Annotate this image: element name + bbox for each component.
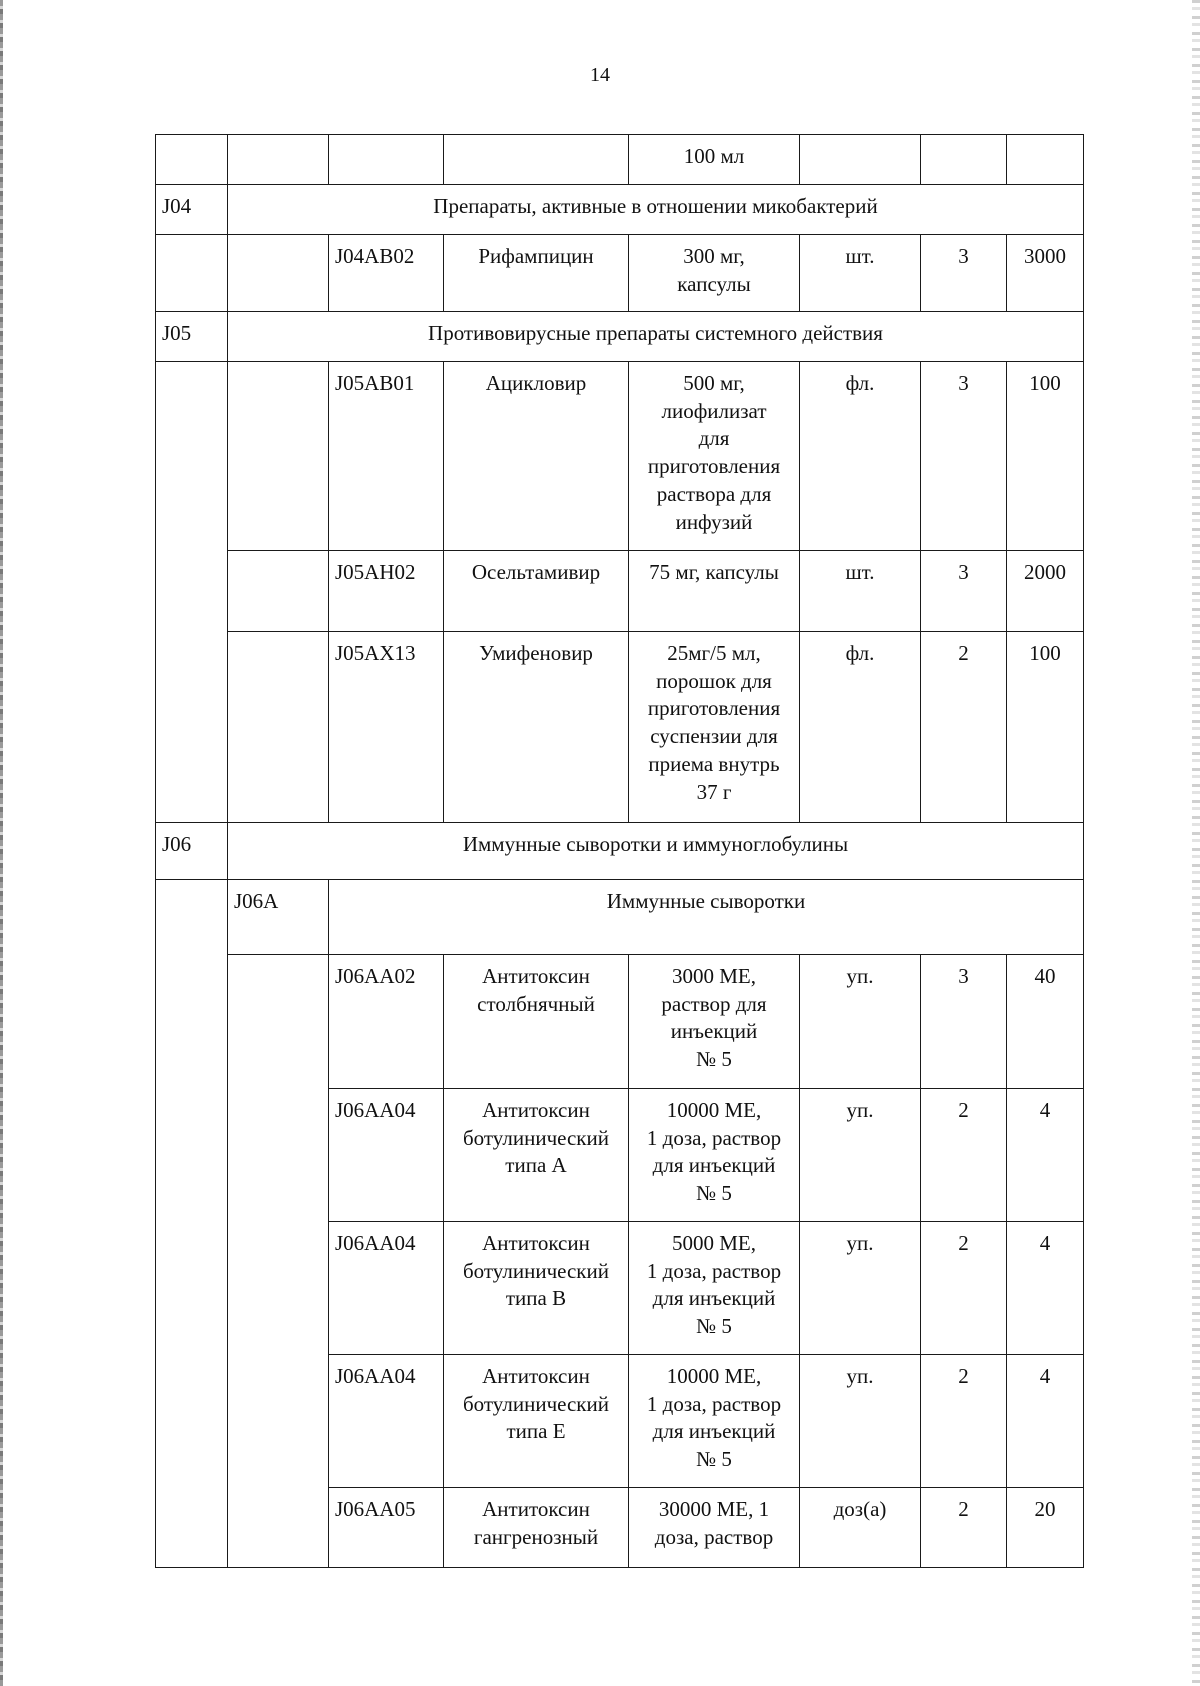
dosage-form: 75 мг, капсулы <box>629 551 800 632</box>
atc-code: J05AH02 <box>329 551 444 632</box>
table-cell <box>444 135 629 185</box>
quantity: 2 <box>921 1488 1007 1568</box>
group-row <box>156 823 1084 880</box>
atc-code: J04AB02 <box>329 235 444 312</box>
continued-row <box>156 135 1084 185</box>
quantity: 2 <box>921 1089 1007 1222</box>
drug-name: Антитоксин ботулинический типа А <box>444 1089 629 1222</box>
group-title: Иммунные сыворотки и иммуноглобулины <box>228 823 1084 880</box>
scan-edge-right <box>1192 0 1200 1686</box>
dosage-form: 30000 МЕ, 1 доза, раствор <box>629 1488 800 1568</box>
unit: доз(а) <box>800 1488 921 1568</box>
dosage-form: 10000 МЕ, 1 доза, раствор для инъекций № 5 <box>629 1355 800 1488</box>
unit: шт. <box>800 551 921 632</box>
table-cell <box>329 135 444 185</box>
subgroup-title: Иммунные сыворотки <box>329 880 1084 955</box>
table-cell <box>156 135 228 185</box>
table-cell <box>156 880 228 1568</box>
atc-code: J06AA04 <box>329 1355 444 1488</box>
dosage-form: 10000 МЕ, 1 доза, раствор для инъекций № 5 <box>629 1089 800 1222</box>
table-row <box>156 551 1084 632</box>
group-title: Противовирусные препараты системного действия <box>228 312 1084 362</box>
quantity: 3 <box>921 955 1007 1089</box>
total: 4 <box>1007 1222 1084 1355</box>
table-cell <box>228 551 329 632</box>
drug-name: Осельтамивир <box>444 551 629 632</box>
dosage-form: 300 мг, капсулы <box>629 235 800 312</box>
quantity: 2 <box>921 632 1007 823</box>
dosage-cell: 100 мл <box>629 135 800 185</box>
table-cell <box>228 235 329 312</box>
group-code: J05 <box>156 312 228 362</box>
atc-code: J05AX13 <box>329 632 444 823</box>
scan-edge-left <box>0 0 3 1686</box>
drug-name: Ацикловир <box>444 362 629 551</box>
drug-name: Антитоксин ботулинический типа В <box>444 1222 629 1355</box>
drug-table <box>155 134 1084 1568</box>
total: 4 <box>1007 1089 1084 1222</box>
unit: шт. <box>800 235 921 312</box>
atc-code: J06AA02 <box>329 955 444 1089</box>
table-row <box>156 235 1084 312</box>
table-cell <box>1007 135 1084 185</box>
total: 20 <box>1007 1488 1084 1568</box>
unit: уп. <box>800 1222 921 1355</box>
drug-name: Антитоксин столбнячный <box>444 955 629 1089</box>
page-number: 14 <box>590 64 610 86</box>
quantity: 3 <box>921 235 1007 312</box>
unit: уп. <box>800 1089 921 1222</box>
dosage-form: 5000 МЕ, 1 доза, раствор для инъекций № 5 <box>629 1222 800 1355</box>
atc-code: J06AA05 <box>329 1488 444 1568</box>
group-code: J04 <box>156 185 228 235</box>
quantity: 3 <box>921 362 1007 551</box>
unit: фл. <box>800 632 921 823</box>
subgroup-row <box>156 880 1084 955</box>
quantity: 3 <box>921 551 1007 632</box>
dosage-form: 3000 МЕ, раствор для инъекций № 5 <box>629 955 800 1089</box>
total: 100 <box>1007 362 1084 551</box>
total: 4 <box>1007 1355 1084 1488</box>
drug-name: Антитоксин ботулинический типа Е <box>444 1355 629 1488</box>
atc-code: J05AB01 <box>329 362 444 551</box>
group-row <box>156 312 1084 362</box>
unit: фл. <box>800 362 921 551</box>
quantity: 2 <box>921 1355 1007 1488</box>
atc-code: J06AA04 <box>329 1089 444 1222</box>
table-row <box>156 362 1084 551</box>
drug-name: Антитоксин гангренозный <box>444 1488 629 1568</box>
unit: уп. <box>800 1355 921 1488</box>
total: 40 <box>1007 955 1084 1089</box>
dosage-form: 25мг/5 мл, порошок для приготовления суспензии для приема внутрь 37 г <box>629 632 800 823</box>
drug-name: Умифеновир <box>444 632 629 823</box>
table-cell <box>228 135 329 185</box>
table-row <box>156 632 1084 823</box>
total: 3000 <box>1007 235 1084 312</box>
group-code: J06 <box>156 823 228 880</box>
group-title: Препараты, активные в отношении микобактерий <box>228 185 1084 235</box>
table-cell <box>800 135 921 185</box>
table-cell <box>228 955 329 1568</box>
total: 2000 <box>1007 551 1084 632</box>
total: 100 <box>1007 632 1084 823</box>
table-row <box>156 955 1084 1089</box>
unit: уп. <box>800 955 921 1089</box>
quantity: 2 <box>921 1222 1007 1355</box>
dosage-form: 500 мг, лиофилизат для приготовления раствора для инфузий <box>629 362 800 551</box>
table-cell <box>156 362 228 823</box>
table-cell <box>156 235 228 312</box>
atc-code: J06AA04 <box>329 1222 444 1355</box>
table-cell <box>921 135 1007 185</box>
subgroup-code: J06A <box>228 880 329 955</box>
group-row <box>156 185 1084 235</box>
drug-name: Рифампицин <box>444 235 629 312</box>
table-cell <box>228 362 329 551</box>
table-cell <box>228 632 329 823</box>
